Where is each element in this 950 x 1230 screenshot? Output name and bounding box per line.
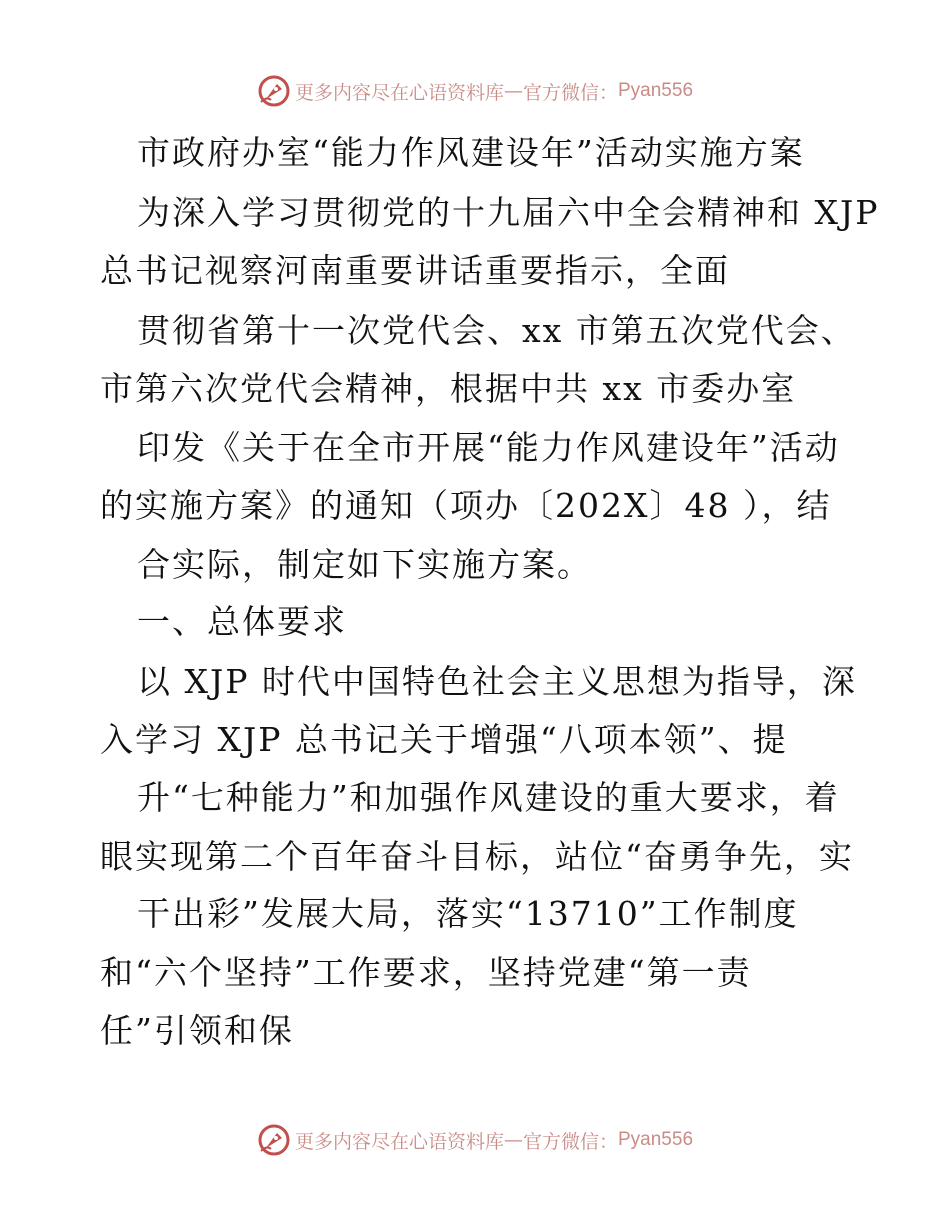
watermark-brand-text: 更多内容尽在心语资料库 [294, 81, 504, 104]
paragraph-line: 合实际，制定如下实施方案。 [137, 545, 592, 584]
paragraph-line: 入学习 XJP 总书记关于增强“八项本领”、提 [100, 720, 788, 759]
paragraph-line: 干出彩”发展大局，落实“13710”工作制度 [137, 894, 799, 933]
paragraph-line: 升“七种能力”和加强作风建设的重大要求，着 [137, 778, 840, 817]
watermark-wechat-label: 官方微信： [522, 1130, 618, 1153]
paragraph-line: 市第六次党代会精神，根据中共 xx 市委办室 [100, 369, 797, 408]
section-heading: 一、总体要求 [137, 602, 347, 641]
paragraph-line: 为深入学习贯彻党的十九届六中全会精神和 XJP [137, 193, 880, 232]
paragraph-line: 的实施方案》的通知（项办〔202X〕48 ），结 [100, 486, 832, 525]
paragraph-line: 和“六个坚持”工作要求，坚持党建“第一责 [100, 953, 752, 992]
paragraph-line: 眼实现第二个百年奋斗目标，站位“奋勇争先，实 [100, 837, 854, 876]
watermark-brand-text: 更多内容尽在心语资料库 [294, 1130, 504, 1153]
watermark-wechat-id: Pyan556 [618, 80, 694, 101]
paragraph-line: 以 XJP 时代中国特色社会主义思想为指导，深 [137, 662, 857, 701]
watermark-footer [0, 1120, 950, 1160]
watermark-separator: — [503, 80, 523, 102]
paragraph-line: 贯彻省第十一次党代会、xx 市第五次党代会、 [137, 311, 856, 350]
watermark-wechat-id: Pyan556 [618, 1129, 694, 1150]
pen-nib-logo-icon [257, 1123, 291, 1157]
paragraph-line: 任”引领和保 [100, 1011, 294, 1050]
document-title: 市政府办室“能力作风建设年”活动实施方案 [137, 133, 805, 172]
watermark-wechat-label: 官方微信： [522, 81, 618, 104]
watermark-separator: — [503, 1129, 523, 1151]
paragraph-line: 印发《关于在全市开展“能力作风建设年”活动 [137, 428, 840, 467]
paragraph-line: 总书记视察河南重要讲话重要指示，全面 [100, 251, 730, 290]
